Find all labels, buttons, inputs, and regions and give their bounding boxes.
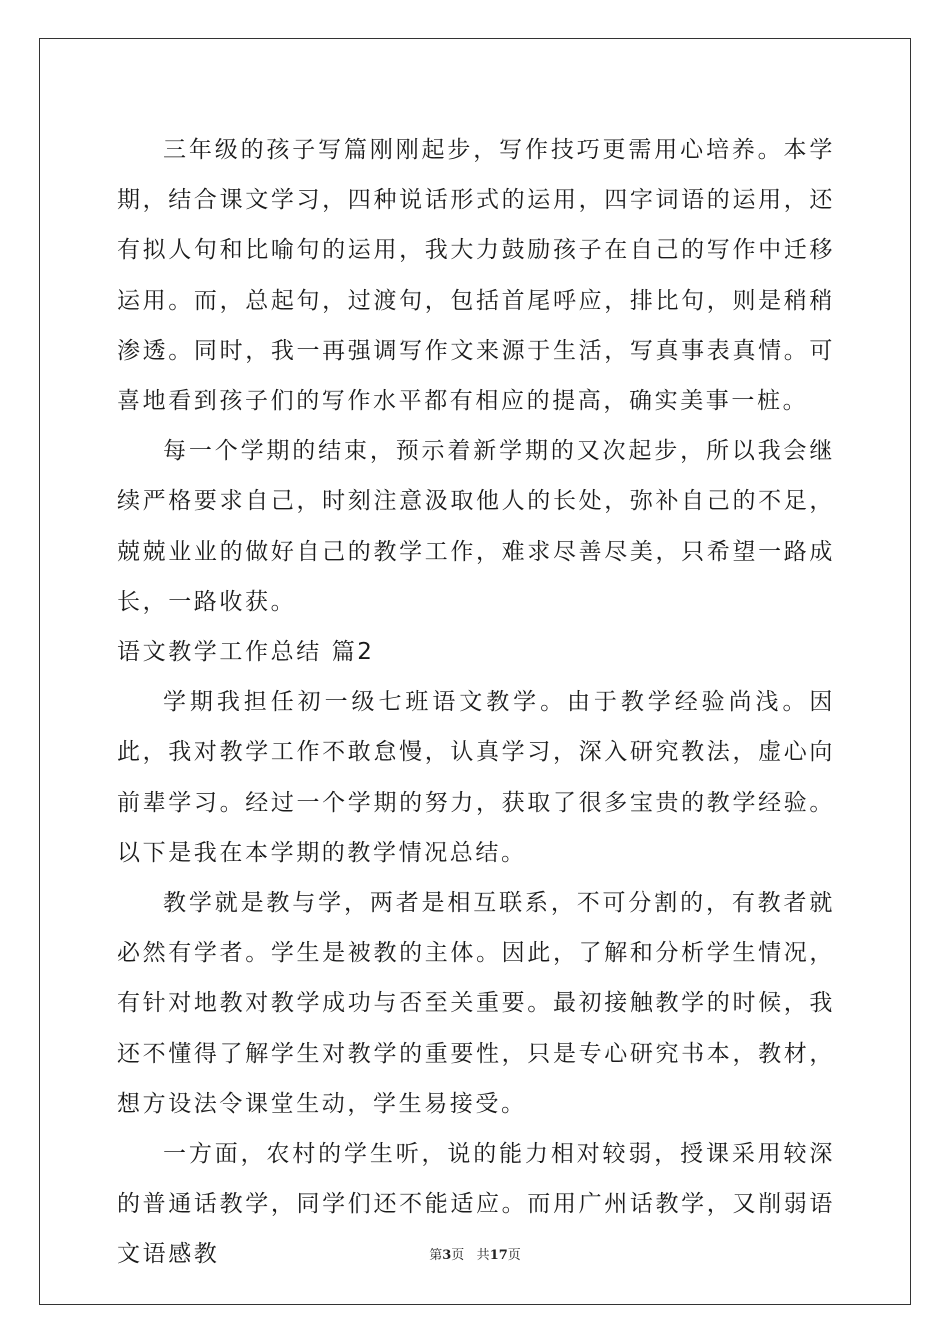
- paragraph: 教学就是教与学，两者是相互联系，不可分割的，有教者就必然有学者。学生是被教的主体。因此，了解和分析学生情况，有针对地教对教学成功与否至关重要。最初接触教学的时候，我还不懂得了解学生对教学的重要性，只是专心研究书本，教材，想方设法令课堂生动，学生易接受。: [117, 890, 835, 1117]
- footer-total-prefix: 共: [476, 1248, 490, 1263]
- footer-total-unit: 页: [507, 1248, 521, 1263]
- total-pages-number: 17: [489, 1248, 508, 1263]
- paragraph: 每一个学期的结束，预示着新学期的又次起步，所以我会继续严格要求自己，时刻注意汲取他人的长处，弥补自己的不足，兢兢业业的做好自己的教学工作，难求尽善尽美，只希望一路成长，一路收获。: [117, 438, 835, 615]
- footer-separator: [464, 1248, 476, 1263]
- footer-prefix: 第: [429, 1248, 443, 1263]
- paragraph: 一方面，农村的学生听，说的能力相对较弱，授课采用较深的普通话教学，同学们还不能适应。而用广州话教学，又削弱语文语感教: [117, 1141, 835, 1268]
- paragraph: 三年级的孩子写篇刚刚起步，写作技巧更需用心培养。本学期，结合课文学习，四种说话形式的运用，四字词语的运用，还有拟人句和比喻句的运用，我大力鼓励孩子在自己的写作中迁移运用。而，总起句，过渡句，包括首尾呼应，排比句，则是稍稍渗透。同时，我一再强调写作文来源于生活，写真事表真情。可喜地看到孩子们的写作水平都有相应的提高，确实美事一桩。: [117, 137, 835, 415]
- current-page-number: 3: [442, 1248, 452, 1263]
- page-footer: [0, 1244, 950, 1263]
- section-heading: 语文教学工作总结 篇2: [117, 639, 375, 666]
- document-body: [117, 125, 835, 1280]
- paragraph: 学期我担任初一级七班语文教学。由于教学经验尚浅。因此，我对教学工作不敢怠慢，认真学习，深入研究教法，虚心向前辈学习。经过一个学期的努力，获取了很多宝贵的教学经验。以下是我在本学期的教学情况总结。: [117, 689, 835, 866]
- footer-page-unit: 页: [451, 1248, 465, 1263]
